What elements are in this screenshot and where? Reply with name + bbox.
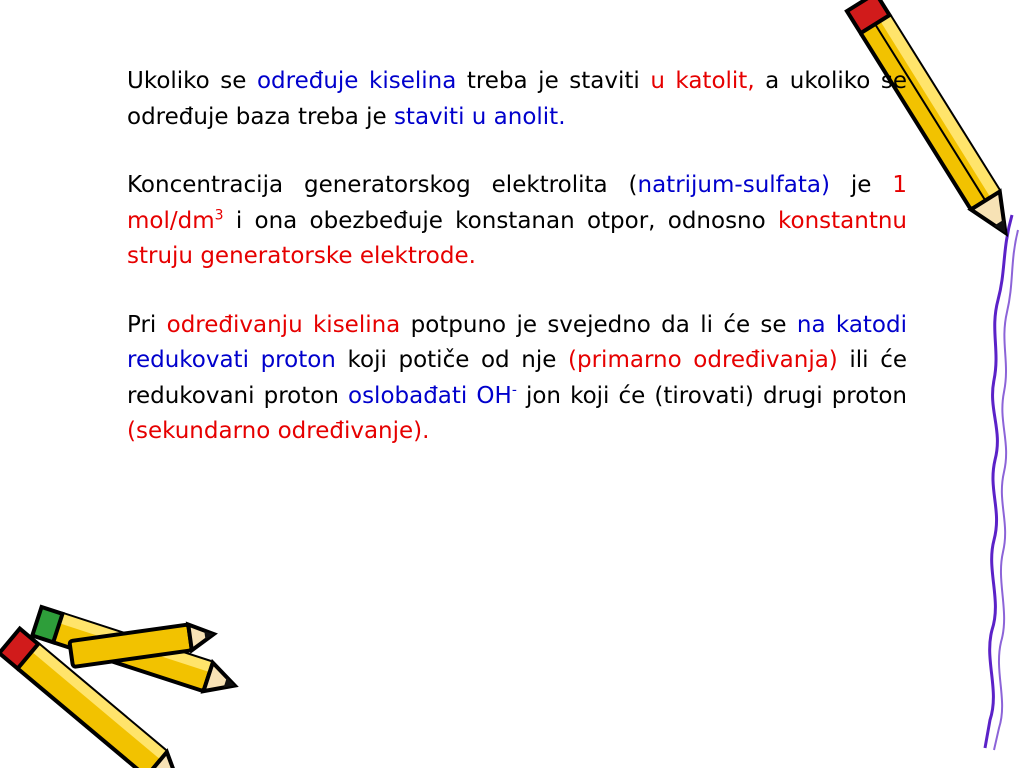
p1-highlight-blue: staviti u anolit.	[393, 103, 566, 130]
p2-highlight-blue: natrijum-sulfata)	[637, 172, 830, 198]
p3-highlight-red: (primarno određivanja)	[568, 347, 838, 373]
p3-text: koji potiče od nje	[335, 347, 569, 373]
p1-highlight-red: u katolit,	[650, 68, 755, 94]
p3-superscript: -	[511, 381, 517, 398]
p2-text: i ona obezbeđuje konstanan otpor, odnosno	[223, 207, 778, 234]
p3-text: ili će redukovani proton	[127, 347, 907, 409]
paragraph-2	[127, 168, 907, 275]
p3-text: jon koji će (tirovati) drugi proton	[516, 382, 907, 409]
p2-superscript: 3	[214, 206, 224, 223]
p2-text: Koncentracija generatorskog elektrolita (	[127, 172, 638, 198]
p3-text: potpuno je svejedno da li će se	[400, 311, 797, 338]
p3-hydroxide-text: oslobađati OH	[348, 382, 512, 409]
slide-text	[127, 64, 907, 483]
paragraph-1	[127, 64, 907, 135]
p3-hydroxide	[348, 383, 517, 409]
p3-highlight-blue: na katodi redukovati proton	[127, 311, 907, 373]
p1-text: Ukoliko se	[127, 68, 257, 94]
p1-text: treba je staviti	[456, 68, 651, 94]
p2-concentration-value: 1 mol/dm	[127, 172, 907, 234]
p1-highlight-blue: određuje kiselina	[256, 68, 457, 94]
p2-highlight-red: konstantnu struju generatorske elektrode.	[127, 207, 907, 269]
paragraph-3	[127, 308, 907, 450]
p3-text: Pri	[127, 311, 167, 338]
p3-highlight-red: određivanju kiselina	[166, 311, 401, 338]
p2-text: je	[829, 172, 893, 198]
p3-highlight-red: (sekundarno određivanje).	[127, 418, 430, 444]
p1-text: a ukoliko se određuje baza treba je	[127, 68, 907, 130]
